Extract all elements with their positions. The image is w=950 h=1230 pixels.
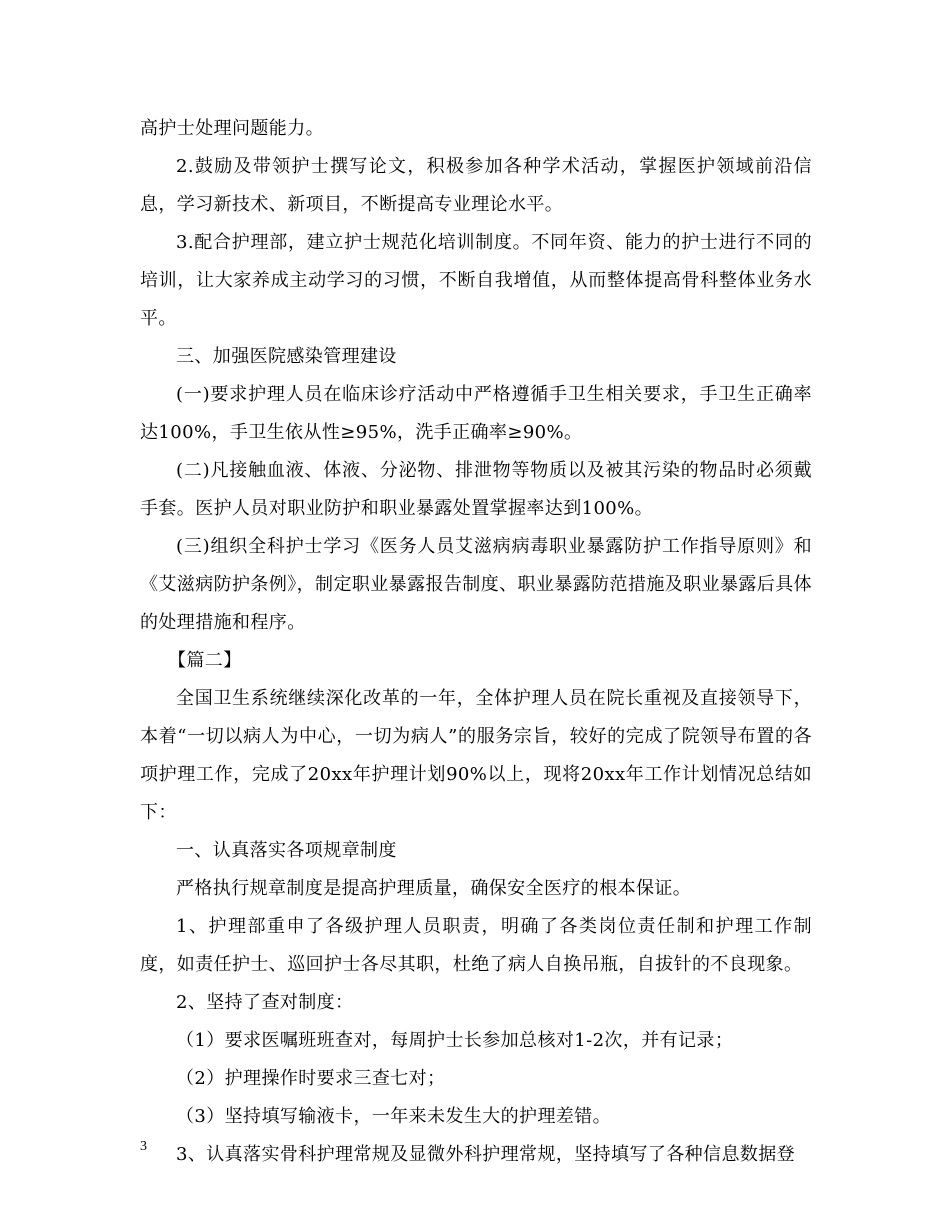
paragraph: 高护士处理问题能力。 — [140, 118, 324, 139]
paragraph: （3）坚持填写输液卡，一年来未发生大的护理差错。 — [176, 1106, 612, 1127]
paragraph: （2）护理操作时要求三查七对； — [176, 1068, 446, 1089]
paragraph: (一)要求护理人员在临床诊疗活动中严格遵循手卫生相关要求，手卫生正确率达100%，手卫生依从性≥95%，洗手正确率≥90%。 — [140, 384, 812, 443]
paragraph: 一、认真落实各项规章制度 — [176, 840, 397, 861]
paragraph: 全国卫生系统继续深化改革的一年，全体护理人员在院长重视及直接领导下，本着“一切以病人为中心，一切为病人”的服务宗旨，较好的完成了院领导布置的各项护理工作，完成了20xx年护理计划90%以上，现将20xx年工作计划情况总结如下： — [140, 688, 812, 823]
paragraph: 三、加强医院感染管理建设 — [176, 346, 397, 367]
paragraph: （1）要求医嘱班班查对，每周护士长参加总核对1-2次，并有记录； — [176, 1030, 734, 1051]
page-number: 3 — [140, 1139, 147, 1154]
paragraph: 1、护理部重申了各级护理人员职责，明确了各类岗位责任制和护理工作制度，如责任护士、巡回护士各尽其职，杜绝了病人自换吊瓶，自拔针的不良现象。 — [140, 916, 812, 975]
paragraph: 严格执行规章制度是提高护理质量，确保安全医疗的根本保证。 — [176, 878, 692, 899]
document-body — [140, 110, 812, 1174]
paragraph: 2.鼓励及带领护士撰写论文，积极参加各种学术活动，掌握医护领域前沿信息，学习新技术、新项目，不断提高专业理论水平。 — [140, 156, 812, 215]
paragraph: 3、认真落实骨科护理常规及显微外科护理常规，坚持填写了各种信息数据登 — [176, 1144, 796, 1165]
paragraph: 【篇二】 — [168, 650, 242, 671]
paragraph: 3.配合护理部，建立护士规范化培训制度。不同年资、能力的护士进行不同的培训，让大家养成主动学习的习惯，不断自我增值，从而整体提高骨科整体业务水平。 — [140, 232, 812, 329]
paragraph: 2、坚持了查对制度： — [176, 992, 354, 1013]
paragraph: (三)组织全科护士学习《医务人员艾滋病病毒职业暴露防护工作指导原则》和《艾滋病防护条例》，制定职业暴露报告制度、职业暴露防范措施及职业暴露后具体的处理措施和程序。 — [140, 536, 812, 633]
paragraph: (二)凡接触血液、体液、分泌物、排泄物等物质以及被其污染的物品时必须戴手套。医护人员对职业防护和职业暴露处置掌握率达到100%。 — [140, 460, 812, 519]
